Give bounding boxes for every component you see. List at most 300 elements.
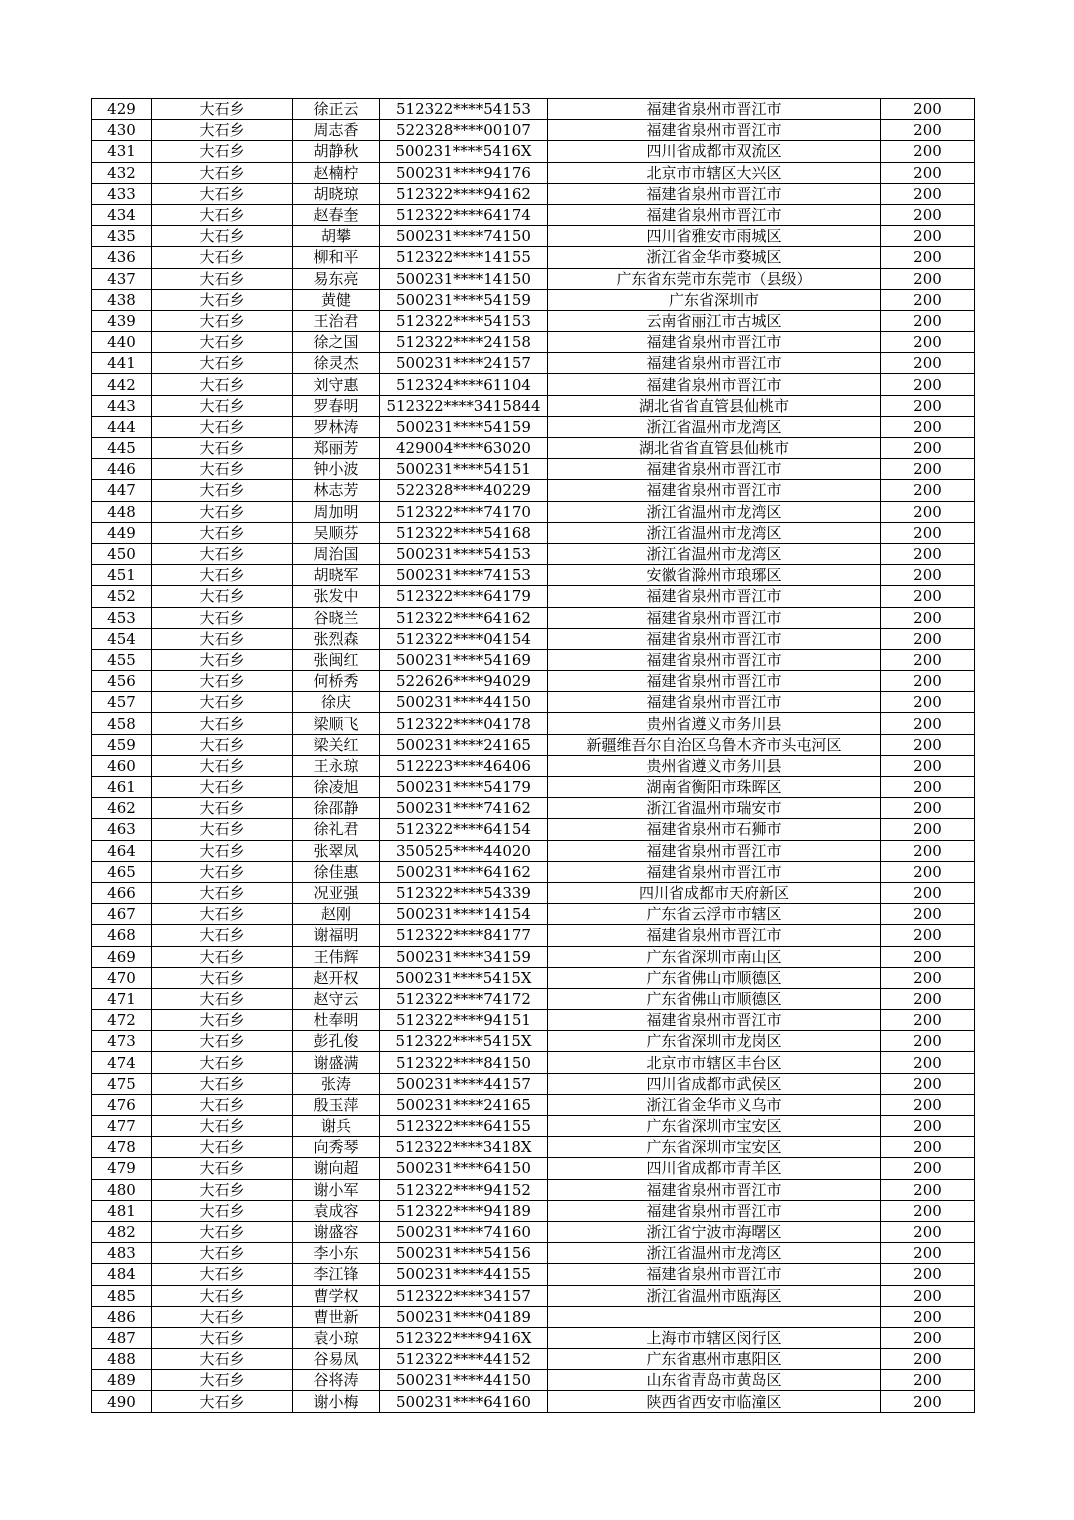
name-cell: 徐礼君 <box>293 819 380 840</box>
row-number-cell: 456 <box>92 671 152 692</box>
row-number-cell: 441 <box>92 353 152 374</box>
id-number-cell: 512322****54153 <box>380 310 548 331</box>
row-number-cell: 430 <box>92 120 152 141</box>
amount-cell: 200 <box>881 438 975 459</box>
location-cell: 四川省成都市双流区 <box>548 141 881 162</box>
township-cell: 大石乡 <box>152 671 293 692</box>
amount-cell: 200 <box>881 1010 975 1031</box>
name-cell: 谢向超 <box>293 1158 380 1179</box>
amount-cell: 200 <box>881 1179 975 1200</box>
amount-cell: 200 <box>881 649 975 670</box>
name-cell: 李江锋 <box>293 1264 380 1285</box>
id-number-cell: 500231****54159 <box>380 416 548 437</box>
location-cell: 上海市市辖区闵行区 <box>548 1327 881 1348</box>
location-cell: 浙江省温州市龙湾区 <box>548 522 881 543</box>
row-number-cell: 482 <box>92 1221 152 1242</box>
township-cell: 大石乡 <box>152 755 293 776</box>
row-number-cell: 481 <box>92 1200 152 1221</box>
amount-cell: 200 <box>881 183 975 204</box>
location-cell: 浙江省温州市瓯海区 <box>548 1285 881 1306</box>
id-number-cell: 512322****54153 <box>380 99 548 120</box>
name-cell: 胡静秋 <box>293 141 380 162</box>
amount-cell: 200 <box>881 416 975 437</box>
table-row <box>92 777 975 798</box>
id-number-cell: 522328****40229 <box>380 480 548 501</box>
id-number-cell: 500231****44157 <box>380 1073 548 1094</box>
location-cell: 福建省泉州市晋江市 <box>548 671 881 692</box>
name-cell: 况亚强 <box>293 882 380 903</box>
township-cell: 大石乡 <box>152 1137 293 1158</box>
row-number-cell: 466 <box>92 882 152 903</box>
amount-cell: 200 <box>881 1327 975 1348</box>
amount-cell: 200 <box>881 1349 975 1370</box>
table-row <box>92 1327 975 1348</box>
row-number-cell: 489 <box>92 1370 152 1391</box>
amount-cell: 200 <box>881 967 975 988</box>
row-number-cell: 470 <box>92 967 152 988</box>
table-row <box>92 988 975 1009</box>
table-row <box>92 565 975 586</box>
name-cell: 彭孔俊 <box>293 1031 380 1052</box>
township-cell: 大石乡 <box>152 607 293 628</box>
amount-cell: 200 <box>881 819 975 840</box>
table-row <box>92 1052 975 1073</box>
township-cell: 大石乡 <box>152 565 293 586</box>
row-number-cell: 437 <box>92 268 152 289</box>
row-number-cell: 460 <box>92 755 152 776</box>
location-cell: 四川省成都市天府新区 <box>548 882 881 903</box>
location-cell: 福建省泉州市晋江市 <box>548 692 881 713</box>
township-cell: 大石乡 <box>152 1391 293 1412</box>
name-cell: 易东亮 <box>293 268 380 289</box>
township-cell: 大石乡 <box>152 522 293 543</box>
table-row <box>92 438 975 459</box>
township-cell: 大石乡 <box>152 247 293 268</box>
name-cell: 王永琼 <box>293 755 380 776</box>
name-cell: 徐佳惠 <box>293 861 380 882</box>
location-cell: 安徽省滁州市琅琊区 <box>548 565 881 586</box>
location-cell: 浙江省宁波市海曙区 <box>548 1221 881 1242</box>
amount-cell: 200 <box>881 840 975 861</box>
amount-cell: 200 <box>881 882 975 903</box>
row-number-cell: 472 <box>92 1010 152 1031</box>
location-cell: 福建省泉州市晋江市 <box>548 840 881 861</box>
name-cell: 张发中 <box>293 586 380 607</box>
id-number-cell: 512322****14155 <box>380 247 548 268</box>
table-row <box>92 1010 975 1031</box>
township-cell: 大石乡 <box>152 310 293 331</box>
name-cell: 谢小梅 <box>293 1391 380 1412</box>
id-number-cell: 500231****74153 <box>380 565 548 586</box>
amount-cell: 200 <box>881 1031 975 1052</box>
location-cell: 福建省泉州市晋江市 <box>548 1264 881 1285</box>
location-cell: 浙江省温州市龙湾区 <box>548 416 881 437</box>
location-cell: 广东省云浮市市辖区 <box>548 904 881 925</box>
township-cell: 大石乡 <box>152 1243 293 1264</box>
amount-cell: 200 <box>881 1285 975 1306</box>
amount-cell: 200 <box>881 1264 975 1285</box>
township-cell: 大石乡 <box>152 967 293 988</box>
id-number-cell: 500231****44150 <box>380 1370 548 1391</box>
table-row <box>92 1370 975 1391</box>
table-row <box>92 840 975 861</box>
table-row <box>92 1391 975 1412</box>
id-number-cell: 522328****00107 <box>380 120 548 141</box>
township-cell: 大石乡 <box>152 946 293 967</box>
row-number-cell: 454 <box>92 628 152 649</box>
location-cell: 浙江省温州市瑞安市 <box>548 798 881 819</box>
township-cell: 大石乡 <box>152 1264 293 1285</box>
row-number-cell: 432 <box>92 162 152 183</box>
name-cell: 赵楠柠 <box>293 162 380 183</box>
row-number-cell: 463 <box>92 819 152 840</box>
table-row <box>92 120 975 141</box>
location-cell: 湖北省省直管县仙桃市 <box>548 395 881 416</box>
township-cell: 大石乡 <box>152 628 293 649</box>
location-cell: 福建省泉州市晋江市 <box>548 1179 881 1200</box>
name-cell: 向秀琴 <box>293 1137 380 1158</box>
name-cell: 何桥秀 <box>293 671 380 692</box>
table-row <box>92 543 975 564</box>
row-number-cell: 440 <box>92 332 152 353</box>
id-number-cell: 512322****3415844 <box>380 395 548 416</box>
id-number-cell: 512322****04154 <box>380 628 548 649</box>
table-row <box>92 607 975 628</box>
township-cell: 大石乡 <box>152 819 293 840</box>
table-row <box>92 586 975 607</box>
township-cell: 大石乡 <box>152 1052 293 1073</box>
name-cell: 徐正云 <box>293 99 380 120</box>
name-cell: 赵守云 <box>293 988 380 1009</box>
table-row <box>92 247 975 268</box>
row-number-cell: 442 <box>92 374 152 395</box>
name-cell: 曹世新 <box>293 1306 380 1327</box>
amount-cell: 200 <box>881 522 975 543</box>
location-cell: 浙江省温州市龙湾区 <box>548 1243 881 1264</box>
township-cell: 大石乡 <box>152 162 293 183</box>
row-number-cell: 465 <box>92 861 152 882</box>
township-cell: 大石乡 <box>152 226 293 247</box>
table-row <box>92 713 975 734</box>
location-cell: 广东省惠州市惠阳区 <box>548 1349 881 1370</box>
table-row <box>92 1200 975 1221</box>
amount-cell: 200 <box>881 310 975 331</box>
row-number-cell: 453 <box>92 607 152 628</box>
amount-cell: 200 <box>881 692 975 713</box>
location-cell: 福建省泉州市晋江市 <box>548 607 881 628</box>
id-number-cell: 512324****61104 <box>380 374 548 395</box>
id-number-cell: 500231****94176 <box>380 162 548 183</box>
name-cell: 梁顺飞 <box>293 713 380 734</box>
location-cell: 福建省泉州市晋江市 <box>548 628 881 649</box>
table-row <box>92 1073 975 1094</box>
location-cell: 四川省成都市武侯区 <box>548 1073 881 1094</box>
township-cell: 大石乡 <box>152 1179 293 1200</box>
row-number-cell: 486 <box>92 1306 152 1327</box>
row-number-cell: 479 <box>92 1158 152 1179</box>
location-cell: 浙江省温州市龙湾区 <box>548 543 881 564</box>
table-row <box>92 459 975 480</box>
location-cell: 福建省泉州市晋江市 <box>548 459 881 480</box>
name-cell: 谢兵 <box>293 1116 380 1137</box>
name-cell: 徐邵静 <box>293 798 380 819</box>
id-number-cell: 500231****14150 <box>380 268 548 289</box>
row-number-cell: 468 <box>92 925 152 946</box>
amount-cell: 200 <box>881 1137 975 1158</box>
amount-cell: 200 <box>881 120 975 141</box>
table-row <box>92 1116 975 1137</box>
table-row <box>92 1285 975 1306</box>
name-cell: 谢盛满 <box>293 1052 380 1073</box>
location-cell: 福建省泉州市晋江市 <box>548 99 881 120</box>
location-cell: 福建省泉州市石狮市 <box>548 819 881 840</box>
township-cell: 大石乡 <box>152 332 293 353</box>
table-row <box>92 395 975 416</box>
row-number-cell: 449 <box>92 522 152 543</box>
amount-cell: 200 <box>881 607 975 628</box>
amount-cell: 200 <box>881 162 975 183</box>
table-row <box>92 734 975 755</box>
id-number-cell: 500231****14154 <box>380 904 548 925</box>
id-number-cell: 512322****74172 <box>380 988 548 1009</box>
township-cell: 大石乡 <box>152 1116 293 1137</box>
location-cell: 贵州省遵义市务川县 <box>548 755 881 776</box>
name-cell: 杜奉明 <box>293 1010 380 1031</box>
table-row <box>92 1158 975 1179</box>
table-row <box>92 692 975 713</box>
name-cell: 张闽红 <box>293 649 380 670</box>
id-number-cell: 512322****44152 <box>380 1349 548 1370</box>
id-number-cell: 512322****94189 <box>380 1200 548 1221</box>
id-number-cell: 512322****74170 <box>380 501 548 522</box>
row-number-cell: 433 <box>92 183 152 204</box>
amount-cell: 200 <box>881 713 975 734</box>
township-cell: 大石乡 <box>152 501 293 522</box>
id-number-cell: 512322****24158 <box>380 332 548 353</box>
name-cell: 张烈森 <box>293 628 380 649</box>
amount-cell: 200 <box>881 501 975 522</box>
township-cell: 大石乡 <box>152 988 293 1009</box>
id-number-cell: 500231****64162 <box>380 861 548 882</box>
township-cell: 大石乡 <box>152 459 293 480</box>
row-number-cell: 488 <box>92 1349 152 1370</box>
amount-cell: 200 <box>881 332 975 353</box>
township-cell: 大石乡 <box>152 480 293 501</box>
name-cell: 罗林涛 <box>293 416 380 437</box>
township-cell: 大石乡 <box>152 713 293 734</box>
location-cell: 广东省佛山市顺德区 <box>548 988 881 1009</box>
amount-cell: 200 <box>881 141 975 162</box>
id-number-cell: 512322****64179 <box>380 586 548 607</box>
table-row <box>92 798 975 819</box>
amount-cell: 200 <box>881 353 975 374</box>
row-number-cell: 469 <box>92 946 152 967</box>
id-number-cell: 500231****44150 <box>380 692 548 713</box>
table-row <box>92 374 975 395</box>
amount-cell: 200 <box>881 671 975 692</box>
name-cell: 徐之国 <box>293 332 380 353</box>
amount-cell: 200 <box>881 1052 975 1073</box>
row-number-cell: 431 <box>92 141 152 162</box>
table-row <box>92 925 975 946</box>
id-number-cell: 512322****84177 <box>380 925 548 946</box>
id-number-cell: 512322****64154 <box>380 819 548 840</box>
location-cell: 福建省泉州市晋江市 <box>548 649 881 670</box>
id-number-cell: 500231****5415X <box>380 967 548 988</box>
id-number-cell: 512322****54339 <box>380 882 548 903</box>
location-cell: 福建省泉州市晋江市 <box>548 374 881 395</box>
row-number-cell: 458 <box>92 713 152 734</box>
township-cell: 大石乡 <box>152 289 293 310</box>
location-cell: 浙江省温州市龙湾区 <box>548 501 881 522</box>
township-cell: 大石乡 <box>152 543 293 564</box>
id-number-cell: 500231****74162 <box>380 798 548 819</box>
township-cell: 大石乡 <box>152 395 293 416</box>
township-cell: 大石乡 <box>152 374 293 395</box>
location-cell: 广东省东莞市东莞市（县级） <box>548 268 881 289</box>
name-cell: 胡攀 <box>293 226 380 247</box>
township-cell: 大石乡 <box>152 1073 293 1094</box>
location-cell: 贵州省遵义市务川县 <box>548 713 881 734</box>
township-cell: 大石乡 <box>152 861 293 882</box>
table-row <box>92 904 975 925</box>
table-row <box>92 141 975 162</box>
row-number-cell: 473 <box>92 1031 152 1052</box>
name-cell: 徐庆 <box>293 692 380 713</box>
id-number-cell: 500231****54153 <box>380 543 548 564</box>
amount-cell: 200 <box>881 1073 975 1094</box>
row-number-cell: 477 <box>92 1116 152 1137</box>
row-number-cell: 438 <box>92 289 152 310</box>
table-body <box>92 99 975 1413</box>
location-cell: 北京市市辖区丰台区 <box>548 1052 881 1073</box>
name-cell: 殷玉萍 <box>293 1094 380 1115</box>
row-number-cell: 439 <box>92 310 152 331</box>
row-number-cell: 436 <box>92 247 152 268</box>
township-cell: 大石乡 <box>152 1158 293 1179</box>
row-number-cell: 452 <box>92 586 152 607</box>
table-row <box>92 204 975 225</box>
location-cell: 福建省泉州市晋江市 <box>548 332 881 353</box>
location-cell: 福建省泉州市晋江市 <box>548 1010 881 1031</box>
id-number-cell: 512322****34157 <box>380 1285 548 1306</box>
row-number-cell: 450 <box>92 543 152 564</box>
location-cell: 福建省泉州市晋江市 <box>548 925 881 946</box>
id-number-cell: 500231****54156 <box>380 1243 548 1264</box>
name-cell: 张翠凤 <box>293 840 380 861</box>
table-row <box>92 755 975 776</box>
table-row <box>92 1221 975 1242</box>
location-cell: 北京市市辖区大兴区 <box>548 162 881 183</box>
name-cell: 梁关红 <box>293 734 380 755</box>
amount-cell: 200 <box>881 925 975 946</box>
row-number-cell: 462 <box>92 798 152 819</box>
row-number-cell: 490 <box>92 1391 152 1412</box>
amount-cell: 200 <box>881 565 975 586</box>
amount-cell: 200 <box>881 1116 975 1137</box>
table-row <box>92 99 975 120</box>
id-number-cell: 500231****24165 <box>380 734 548 755</box>
name-cell: 林志芳 <box>293 480 380 501</box>
row-number-cell: 487 <box>92 1327 152 1348</box>
id-number-cell: 500231****54159 <box>380 289 548 310</box>
name-cell: 周治国 <box>293 543 380 564</box>
id-number-cell: 512322****94151 <box>380 1010 548 1031</box>
table-row <box>92 183 975 204</box>
id-number-cell: 500231****54179 <box>380 777 548 798</box>
row-number-cell: 455 <box>92 649 152 670</box>
amount-cell: 200 <box>881 1391 975 1412</box>
township-cell: 大石乡 <box>152 120 293 141</box>
amount-cell: 200 <box>881 204 975 225</box>
name-cell: 胡晓军 <box>293 565 380 586</box>
name-cell: 郑丽芳 <box>293 438 380 459</box>
row-number-cell: 483 <box>92 1243 152 1264</box>
name-cell: 谢盛容 <box>293 1221 380 1242</box>
location-cell: 浙江省金华市义乌市 <box>548 1094 881 1115</box>
id-number-cell: 500231****74160 <box>380 1221 548 1242</box>
name-cell: 谢福明 <box>293 925 380 946</box>
township-cell: 大石乡 <box>152 1010 293 1031</box>
name-cell: 周志香 <box>293 120 380 141</box>
name-cell: 谷晓兰 <box>293 607 380 628</box>
amount-cell: 200 <box>881 755 975 776</box>
table-row <box>92 1243 975 1264</box>
table-row <box>92 268 975 289</box>
township-cell: 大石乡 <box>152 798 293 819</box>
id-number-cell: 500231****54169 <box>380 649 548 670</box>
row-number-cell: 429 <box>92 99 152 120</box>
township-cell: 大石乡 <box>152 904 293 925</box>
table-row <box>92 332 975 353</box>
location-cell: 广东省深圳市宝安区 <box>548 1116 881 1137</box>
row-number-cell: 485 <box>92 1285 152 1306</box>
township-cell: 大石乡 <box>152 882 293 903</box>
location-cell: 福建省泉州市晋江市 <box>548 586 881 607</box>
id-number-cell: 500231****54151 <box>380 459 548 480</box>
location-cell: 云南省丽江市古城区 <box>548 310 881 331</box>
township-cell: 大石乡 <box>152 1094 293 1115</box>
amount-cell: 200 <box>881 268 975 289</box>
name-cell: 赵春奎 <box>293 204 380 225</box>
township-cell: 大石乡 <box>152 1349 293 1370</box>
name-cell: 柳和平 <box>293 247 380 268</box>
township-cell: 大石乡 <box>152 1285 293 1306</box>
township-cell: 大石乡 <box>152 777 293 798</box>
id-number-cell: 512322****04178 <box>380 713 548 734</box>
township-cell: 大石乡 <box>152 353 293 374</box>
row-number-cell: 459 <box>92 734 152 755</box>
location-cell: 陕西省西安市临潼区 <box>548 1391 881 1412</box>
row-number-cell: 476 <box>92 1094 152 1115</box>
name-cell: 黄健 <box>293 289 380 310</box>
name-cell: 周加明 <box>293 501 380 522</box>
location-cell <box>548 1306 881 1327</box>
name-cell: 王治君 <box>293 310 380 331</box>
amount-cell: 200 <box>881 1200 975 1221</box>
id-number-cell: 500231****04189 <box>380 1306 548 1327</box>
township-cell: 大石乡 <box>152 141 293 162</box>
row-number-cell: 478 <box>92 1137 152 1158</box>
township-cell: 大石乡 <box>152 268 293 289</box>
row-number-cell: 461 <box>92 777 152 798</box>
table-row <box>92 162 975 183</box>
amount-cell: 200 <box>881 247 975 268</box>
township-cell: 大石乡 <box>152 840 293 861</box>
id-number-cell: 512322****64174 <box>380 204 548 225</box>
table-row <box>92 522 975 543</box>
name-cell: 王伟辉 <box>293 946 380 967</box>
